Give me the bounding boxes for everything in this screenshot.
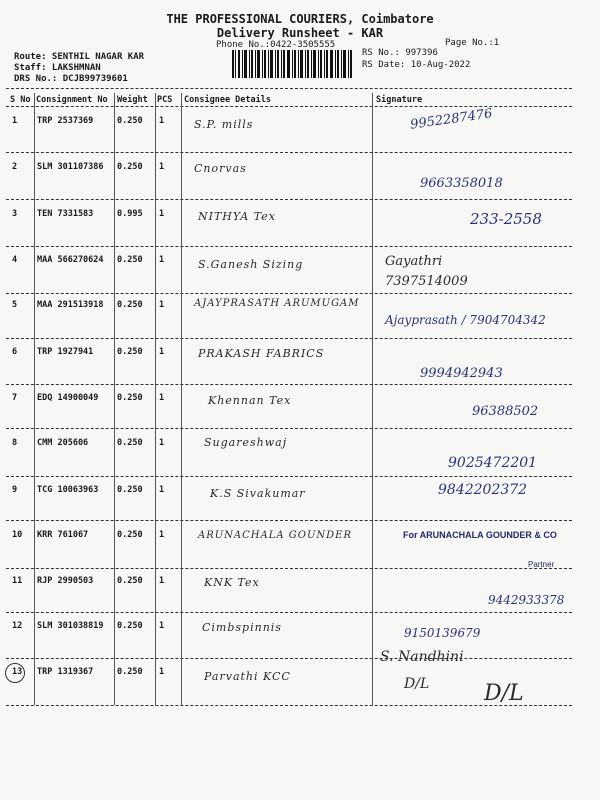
row-signature: 9952287476 [409, 106, 494, 133]
row-sno: 4 [12, 255, 18, 265]
row-consignment: CMM 205606 [37, 438, 89, 448]
row-signature: 233-2558 [470, 210, 542, 228]
row-weight: 0.250 [117, 116, 143, 126]
row-signature: 9442933378 [488, 593, 565, 607]
row-signature: 9150139679 [404, 626, 481, 640]
row-signature: 9994942943 [420, 366, 503, 381]
phone-number: Phone No.:0422-3505555 [216, 40, 336, 50]
route-label: Route: SENTHIL NAGAR KAR [14, 52, 145, 62]
row-weight: 0.250 [117, 393, 143, 403]
row-pcs: 1 [159, 393, 165, 403]
row-consignee: Cimbspinnis [202, 621, 282, 634]
row-consignment: EDQ 14900049 [37, 393, 99, 403]
row-signature: S. Nandhini [380, 649, 464, 665]
row-signature: 9663358018 [420, 176, 503, 191]
row-pcs: 1 [159, 116, 165, 126]
document-title: THE PROFESSIONAL COURIERS, Coimbatore [166, 12, 434, 26]
row-divider [6, 293, 572, 294]
row-pcs: 1 [159, 530, 165, 540]
row-consignee: KNK Tex [204, 576, 260, 589]
row-sno: 9 [12, 485, 18, 495]
col-divider [372, 93, 373, 705]
row-sno: 11 [12, 576, 23, 586]
row-consignment: TCG 10063963 [37, 485, 99, 495]
row-consignee: S.Ganesh Sizing [198, 258, 304, 271]
row-weight: 0.250 [117, 576, 143, 586]
row-consignment: TEN 7331583 [37, 209, 94, 219]
row-pcs: 1 [159, 162, 165, 172]
row-weight: 0.250 [117, 438, 143, 448]
row-weight: 0.250 [117, 162, 143, 172]
row-consignment: MAA 291513918 [37, 300, 104, 310]
row-consignee: Cnorvas [194, 162, 247, 175]
barcode [232, 50, 352, 78]
row-pcs: 1 [159, 576, 165, 586]
row-consignment: TRP 1319367 [37, 667, 94, 677]
rs-number: RS No.: 997396 [362, 48, 438, 58]
row-divider [6, 568, 572, 569]
row-weight: 0.995 [117, 209, 143, 219]
row-divider [6, 705, 572, 706]
row-signature: Gayathri 7397514009 [385, 254, 468, 289]
drs-number: DRS No.: DCJB99739601 [14, 74, 128, 84]
row-consignment: TRP 1927941 [37, 347, 94, 357]
col-consignee-header: Consignee Details [184, 95, 271, 105]
row-pcs: 1 [159, 485, 165, 495]
document-subtitle: Delivery Runsheet - KAR [216, 26, 384, 40]
row-sno: 2 [12, 162, 18, 172]
row-pcs: 1 [159, 255, 165, 265]
row-signature: Ajayprasath / 7904704342 [385, 313, 546, 327]
col-divider [34, 93, 35, 705]
row-sno: 7 [12, 393, 18, 403]
row-signature: 9025472201 [448, 455, 538, 471]
row-sno: 12 [12, 621, 23, 631]
row-sno: 10 [12, 530, 23, 540]
row-weight: 0.250 [117, 667, 143, 677]
row-consignment: MAA 566270624 [37, 255, 104, 265]
rs-date: RS Date: 10-Aug-2022 [362, 60, 471, 70]
col-pcs-header: PCS [157, 95, 173, 105]
row-divider [6, 338, 572, 339]
row-consignee: Sugareshwaj [204, 436, 288, 449]
row-weight: 0.250 [117, 530, 143, 540]
row-consignee: ARUNACHALA GOUNDER [198, 530, 352, 541]
col-sno-header: S No [10, 95, 31, 105]
staff-label: Staff: LAKSHMNAN [14, 63, 101, 73]
row-consignee: S.P. mills [194, 118, 254, 131]
row-weight: 0.250 [117, 300, 143, 310]
header-rule-top [6, 88, 572, 89]
row-sno: 13 [12, 667, 23, 677]
col-divider [114, 93, 115, 705]
page-number: Page No.:1 [445, 38, 500, 48]
row-consignee: PRAKASH FABRICS [198, 347, 325, 360]
row-consignment: SLM 301107386 [37, 162, 104, 172]
row-consignment: KRR 761067 [37, 530, 89, 540]
stamp-partner: Partner [528, 560, 555, 569]
row-sno: 3 [12, 209, 18, 219]
row-sno: 5 [12, 300, 18, 310]
col-consignment-header: Consignment No [36, 95, 108, 105]
row-sno: 1 [12, 116, 18, 126]
row-divider [6, 428, 572, 429]
row-pcs: 1 [159, 667, 165, 677]
row-signature: 96388502 [472, 404, 539, 419]
row-consignee: Parvathi KCC [204, 670, 291, 683]
delivery-mark: D/L [404, 676, 430, 692]
row-pcs: 1 [159, 209, 165, 219]
row-consignee: Khennan Tex [208, 394, 292, 407]
row-consignee: K.S Sivakumar [210, 487, 306, 500]
row-divider [6, 384, 572, 385]
row-pcs: 1 [159, 621, 165, 631]
row-consignee: AJAYPRASATH ARUMUGAM [194, 298, 360, 309]
row-consignment: RJP 2990503 [37, 576, 94, 586]
row-weight: 0.250 [117, 485, 143, 495]
delivery-mark: D/L [484, 681, 524, 706]
row-divider [6, 246, 572, 247]
row-pcs: 1 [159, 300, 165, 310]
row-weight: 0.250 [117, 347, 143, 357]
row-weight: 0.250 [117, 255, 143, 265]
row-signature: 9842202372 [438, 482, 528, 498]
row-signature: For ARUNACHALA GOUNDER & CO [403, 530, 557, 540]
row-divider [6, 199, 572, 200]
row-divider [6, 476, 572, 477]
row-divider [6, 658, 572, 659]
col-divider [155, 93, 156, 705]
row-pcs: 1 [159, 347, 165, 357]
row-divider [6, 152, 572, 153]
row-weight: 0.250 [117, 621, 143, 631]
row-consignment: TRP 2537369 [37, 116, 94, 126]
row-sno: 6 [12, 347, 18, 357]
col-divider [181, 93, 182, 705]
row-divider [6, 520, 572, 521]
row-sno: 8 [12, 438, 18, 448]
row-divider [6, 612, 572, 613]
row-pcs: 1 [159, 438, 165, 448]
row-consignment: SLM 301038819 [37, 621, 104, 631]
col-weight-header: Weight [117, 95, 148, 105]
col-signature-header: Signature [376, 95, 423, 105]
row-consignee: NITHYA Tex [198, 210, 276, 223]
